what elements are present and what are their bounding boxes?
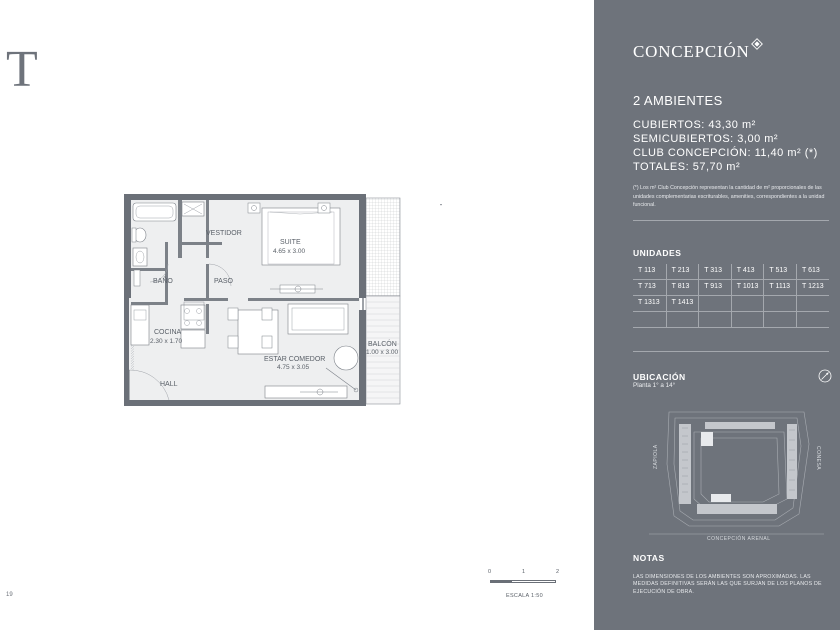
info-panel	[594, 0, 840, 630]
room-label-estar: ESTAR COMEDOR	[264, 356, 326, 363]
area-semicubiertos: SEMICUBIERTOS: 3,00 m²	[633, 133, 779, 145]
unit-cell: T 113	[638, 267, 656, 274]
unit-cell: T 513	[763, 264, 796, 279]
unit-cell	[633, 312, 666, 327]
area-totales: TOTALES: 57,70 m²	[633, 161, 741, 173]
unit-cell: T 713	[638, 283, 656, 290]
divider	[633, 351, 829, 352]
diamond-icon	[751, 38, 763, 50]
ambientes-title: 2 AMBIENTES	[633, 93, 723, 108]
scale-tick-2: 2	[556, 569, 560, 575]
scale-label: ESCALA 1:50	[506, 593, 543, 599]
table-row	[633, 280, 829, 296]
units-table	[633, 264, 829, 328]
room-label-vestidor: VESTIDOR	[206, 230, 242, 237]
unit-cell	[731, 296, 764, 311]
table-row	[633, 264, 829, 280]
notas-title: NOTAS	[633, 553, 665, 563]
unit-cell: T 1013	[731, 280, 764, 295]
room-dims-cocina: 2.30 x 1.70	[150, 338, 183, 345]
ubicacion-title: UBICACIÓN	[633, 372, 686, 382]
area-club: CLUB CONCEPCIÓN: 11,40 m² (*)	[633, 147, 818, 159]
unit-cell: T 1313	[638, 299, 660, 306]
unit-cell: T 913	[698, 280, 731, 295]
brand-logo: CONCEPCIÓN	[633, 42, 750, 61]
room-dims-balcon: 1.00 x 3.00	[366, 349, 399, 356]
room-label-hall: HALL	[160, 381, 178, 388]
table-row	[633, 296, 829, 312]
ubicacion-subtitle: Planta 1° a 14°	[633, 382, 676, 389]
unit-cell	[796, 296, 829, 311]
floor-plan	[120, 190, 460, 412]
unit-cell	[731, 312, 764, 327]
area-footnote: (*) Los m² Club Concepción representan la cantidad de m² proporcionales de las unidades complementarias escriturables, amenities, correspondientes a la unidad funcional.	[633, 185, 825, 208]
balcony-area	[366, 198, 400, 296]
street-label-conesa: CONESA	[815, 446, 821, 471]
compass-icon	[818, 369, 832, 383]
table-row	[633, 312, 829, 328]
scale-bar-graphic	[490, 580, 556, 583]
unit-cell	[763, 296, 796, 311]
unit-cell	[698, 312, 731, 327]
unit-cell: T 1113	[763, 280, 796, 295]
unit-cell: T 1213	[796, 280, 829, 295]
area-list	[633, 118, 818, 174]
scale-bar	[488, 569, 560, 601]
unit-cell: T 813	[666, 280, 699, 295]
unidades-title: UNIDADES	[633, 248, 682, 258]
unit-cell	[698, 296, 731, 311]
page-number: 19	[6, 592, 13, 598]
area-cubiertos: CUBIERTOS: 43,30 m²	[633, 119, 756, 131]
unit-cell: T 413	[731, 264, 764, 279]
divider	[633, 220, 829, 221]
unit-cell	[666, 312, 699, 327]
unit-cell: T 213	[666, 264, 699, 279]
room-label-suite: SUITE	[280, 239, 301, 246]
room-label-bano: BAÑO	[153, 278, 173, 285]
site-location-map	[649, 404, 824, 544]
unit-cell: T 613	[796, 264, 829, 279]
room-label-cocina: COCINA	[154, 329, 182, 336]
unit-cell	[763, 312, 796, 327]
street-label-zapiola: ZAPIOLA	[653, 444, 659, 469]
unit-cell	[796, 312, 829, 327]
room-label-paso: PASO	[214, 278, 233, 285]
unit-cell: T 1413	[666, 296, 699, 311]
notas-text: LAS DIMENSIONES DE LOS AMBIENTES SON APROXIMADAS. LAS MEDIDAS DEFINITIVAS SERÁN LAS QUE SURJAN DE LOS PLANOS DE EJECUCIÓN DE OBRA.	[633, 574, 822, 595]
room-label-balcon: BALCÓN	[368, 341, 397, 348]
scale-tick-0: 0	[488, 569, 492, 575]
scale-tick-1: 1	[522, 569, 526, 575]
brand-mark: T	[6, 41, 38, 98]
room-dims-estar: 4.75 x 3.05	[277, 364, 310, 371]
unit-cell: T 313	[698, 264, 731, 279]
street-label-concepcion-arenal: CONCEPCIÓN ARENAL	[707, 536, 771, 542]
room-dims-suite: 4.65 x 3.00	[273, 248, 306, 255]
